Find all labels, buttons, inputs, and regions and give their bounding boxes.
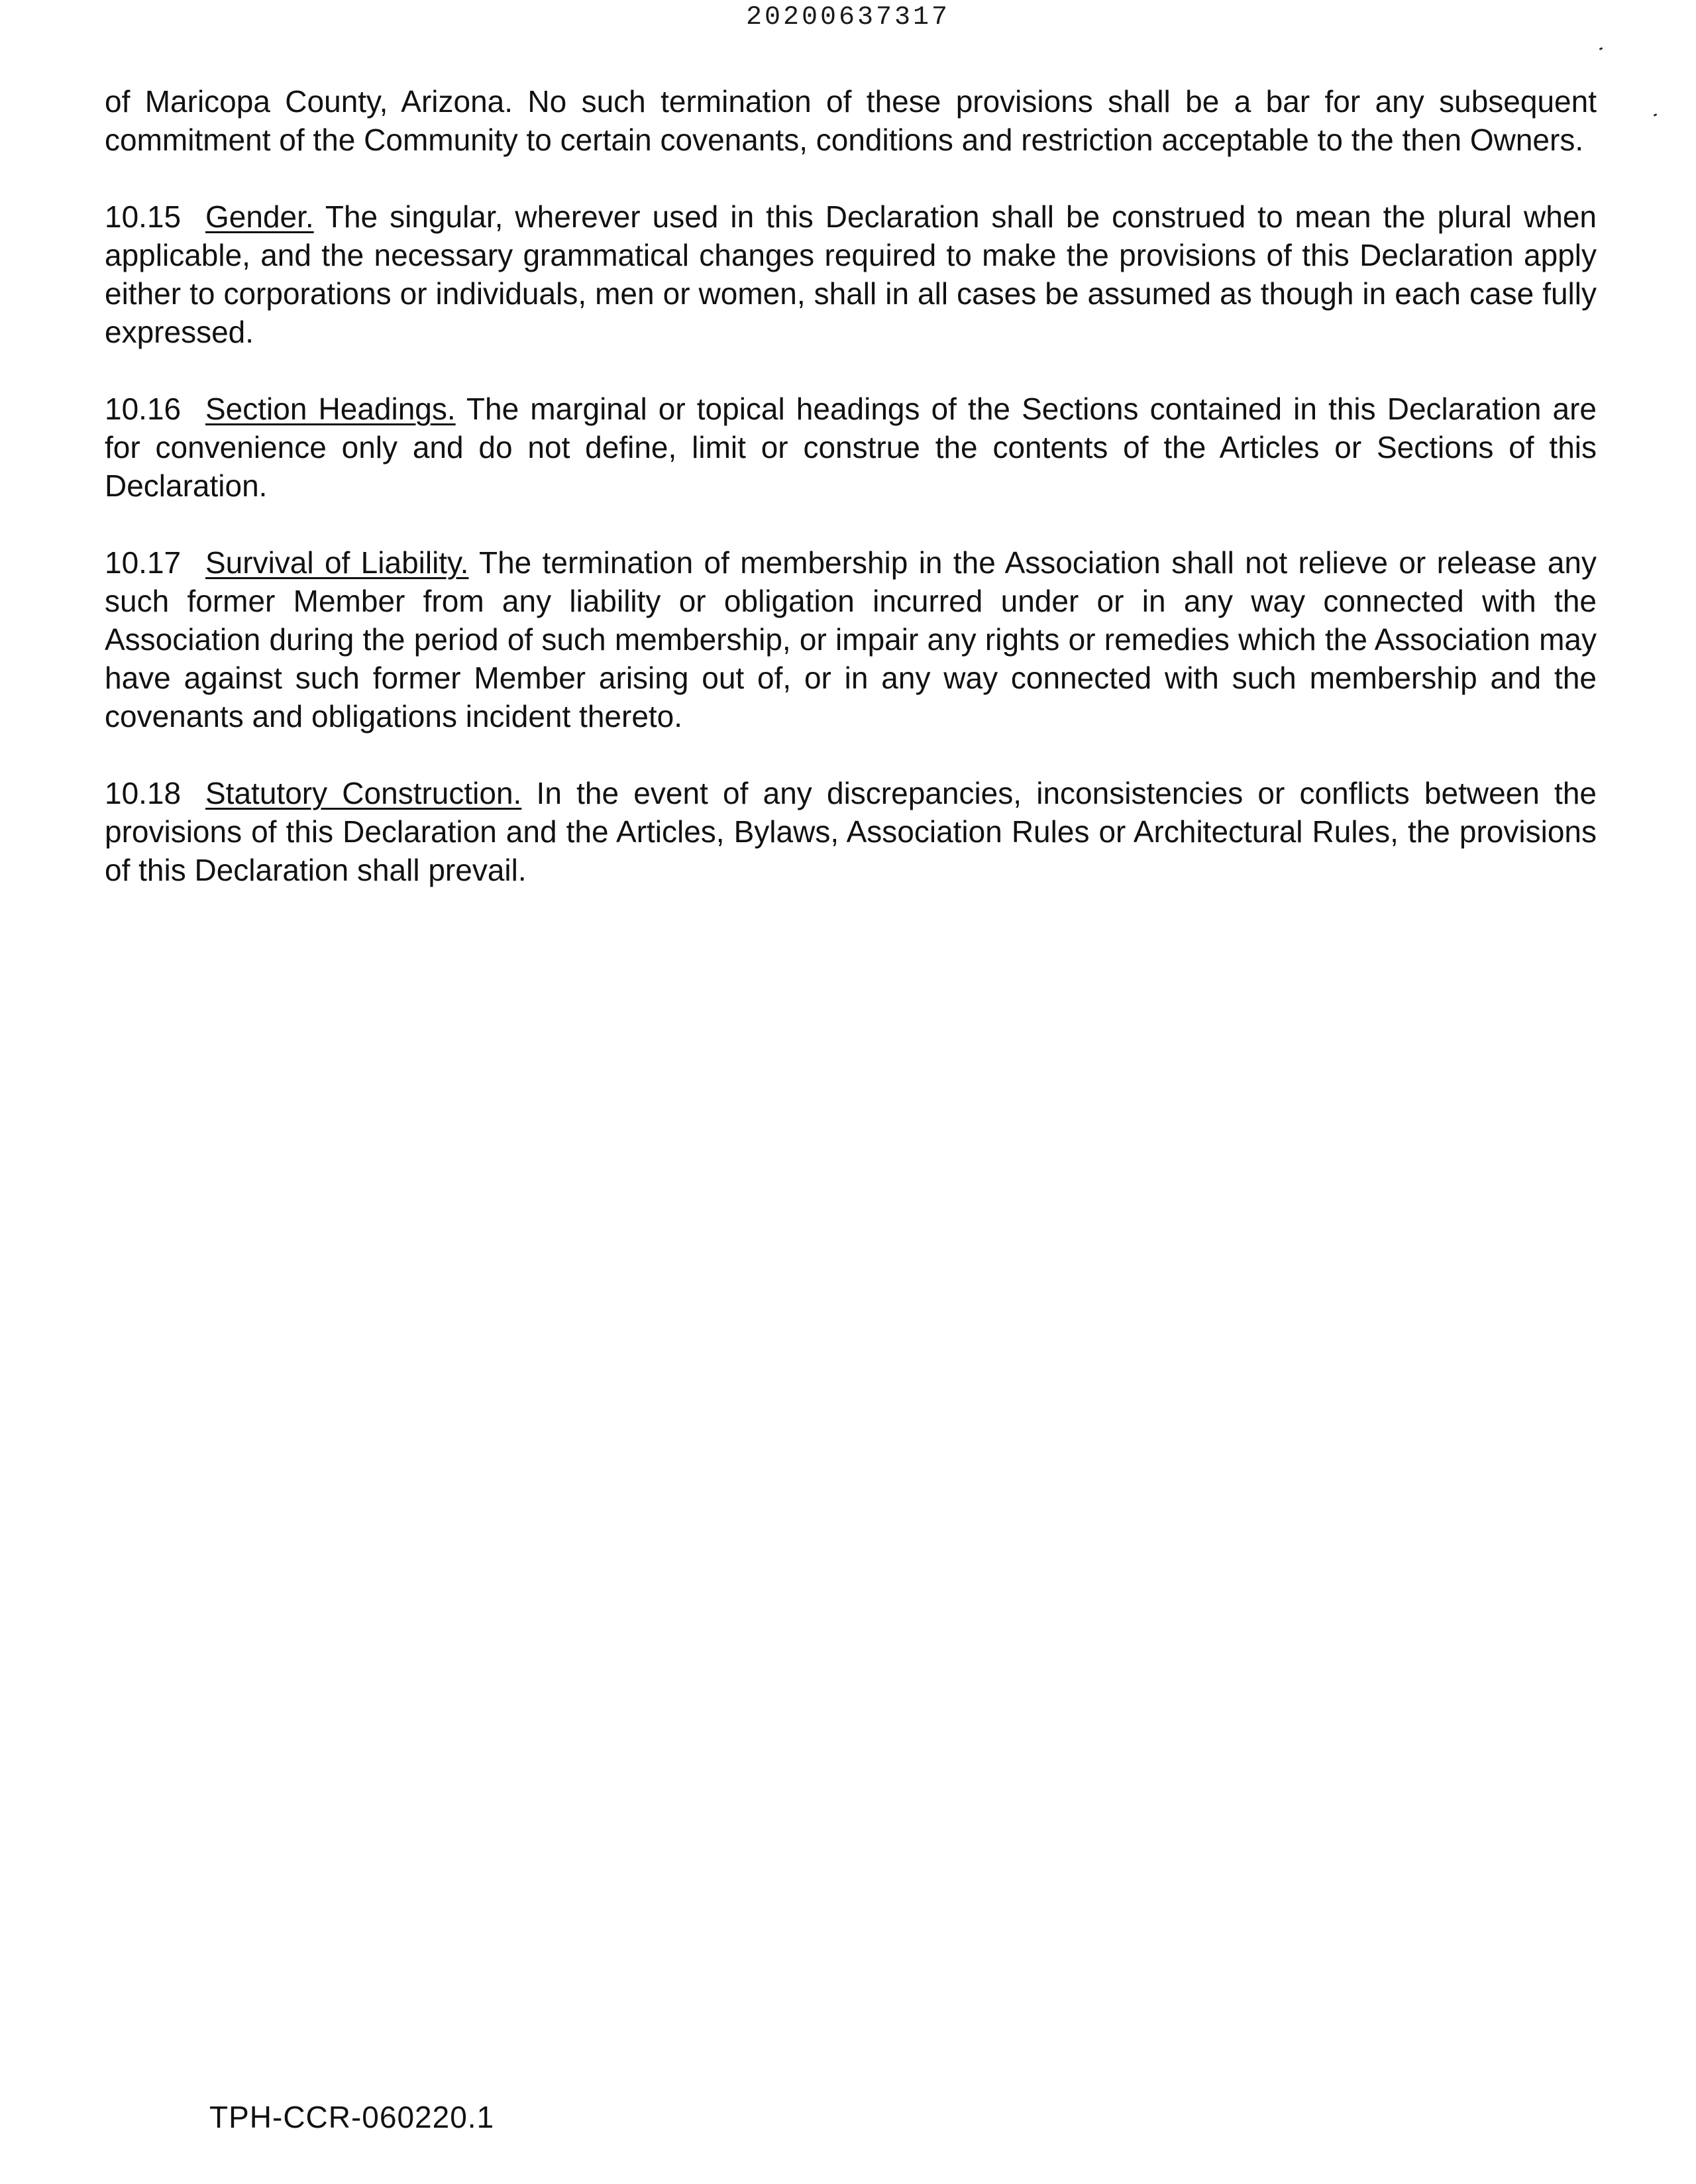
section-heading: Section Headings. (205, 392, 456, 426)
section-10-18 (105, 774, 1597, 889)
scan-speck (1654, 113, 1658, 117)
section-text: The marginal or topical headings of the Sections contained in this Declaration are for convenience only and do not define, limit or construe the contents of the Articles or Sections of this Declaration. (105, 392, 1597, 503)
paragraph-continuation (105, 82, 1597, 159)
section-number: 10.17 (105, 545, 182, 580)
section-text: The termination of membership in the Association shall not relieve or release any such former Member from any liability or obligation incurred under or in any way connected with the Association during the period of such membership, or impair any rights or remedies which the Association may have against such former Member arising out of, or in any way connected with such membership and the covenants and obligations incident thereto. (105, 545, 1597, 734)
document-code: TPH-CCR-060220.1 (209, 2100, 495, 2134)
section-text: In the event of any discrepancies, inconsistencies or conflicts between the provisions of this Declaration and the Articles, Bylaws, Association Rules or Architectural Rules, the provisions of this Declaration shall prevail. (105, 776, 1597, 887)
section-heading: Statutory Construction. (205, 776, 522, 810)
section-text: The singular, wherever used in this Declaration shall be construed to mean the plural when applicable, and the necessary grammatical changes required to make the provisions of this Declaration apply either to corporations or individuals, men or women, shall in all cases be assumed as though in each case fully expressed. (105, 199, 1597, 349)
section-10-17 (105, 543, 1597, 736)
paragraph-text: of Maricopa County, Arizona. No such termination of these provisions shall be a bar for any subsequent commitment of the Community to certain covenants, conditions and restriction acceptable to the then Owners. (105, 84, 1597, 157)
recording-number: 20200637317 (745, 3, 951, 32)
section-heading: Survival of Liability. (205, 545, 469, 580)
section-10-15 (105, 197, 1597, 351)
document-body (105, 82, 1597, 928)
section-number: 10.18 (105, 776, 182, 810)
section-heading: Gender. (205, 199, 314, 234)
section-10-16 (105, 390, 1597, 505)
section-number: 10.15 (105, 199, 182, 234)
scan-speck (1599, 47, 1603, 50)
section-number: 10.16 (105, 392, 182, 426)
